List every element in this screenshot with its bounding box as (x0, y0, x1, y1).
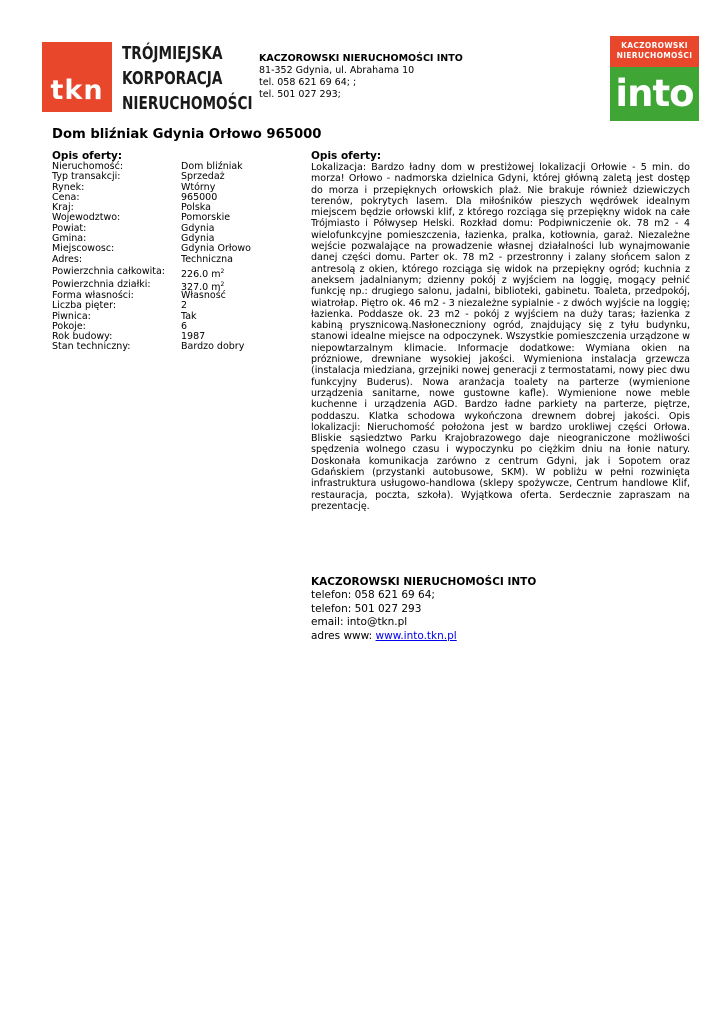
contact-block (311, 576, 536, 643)
detail-value-text: Gdynia Orłowo (181, 243, 251, 255)
detail-label: Cena: (52, 191, 80, 203)
detail-value-unit-exponent: 2 (220, 267, 225, 275)
detail-value-text: 327.0 m (181, 281, 221, 293)
detail-label: Powierzchnia działki: (52, 278, 151, 290)
tkn-logo-line-2: KORPORACJA (122, 69, 223, 89)
detail-label: Forma własności: (52, 289, 134, 301)
details-panel (52, 151, 292, 353)
description-panel (311, 151, 690, 512)
detail-value-text: 965000 (181, 191, 218, 203)
details-list (52, 162, 292, 353)
detail-label: Liczba pięter: (52, 300, 117, 312)
tkn-logo-box (42, 42, 112, 112)
detail-label: Adres: (52, 253, 83, 265)
tkn-logo-line-1: TRÓJMIEJSKA (122, 44, 223, 64)
into-logo-top-line-1: KACZOROWSKI (621, 41, 688, 50)
agency-address: 81-352 Gdynia, ul. Abrahama 10 (259, 65, 415, 76)
detail-value-text: Sprzedaż (181, 171, 225, 183)
detail-row (52, 244, 292, 254)
detail-row (52, 312, 292, 322)
contact-email: email: into@tkn.pl (311, 616, 408, 629)
detail-value-text: Polska (181, 202, 211, 214)
detail-value (181, 342, 244, 352)
detail-label: Kraj: (52, 202, 74, 214)
detail-label: Miejscowosc: (52, 243, 115, 255)
detail-value-text: 6 (181, 320, 188, 332)
detail-value-text: Wtórny (181, 181, 216, 193)
detail-row (52, 255, 292, 265)
detail-label: Powiat: (52, 222, 87, 234)
tkn-logo-line-3: NIERUCHOMOŚCI (122, 94, 253, 114)
detail-row (52, 265, 292, 278)
into-logo (610, 36, 699, 121)
detail-label: Rok budowy: (52, 331, 113, 343)
detail-value-text: 226.0 m (181, 268, 221, 280)
listing-title: Dom bliźniak Gdynia Orłowo 965000 (52, 127, 322, 142)
into-logo-brand: into (610, 67, 699, 121)
detail-label: Typ transakcji: (52, 171, 121, 183)
details-heading: Opis oferty: (52, 150, 123, 162)
detail-row (52, 342, 292, 352)
contact-www (311, 630, 536, 643)
detail-label: Stan techniczny: (52, 341, 131, 353)
contact-name: KACZOROWSKI NIERUCHOMOŚCI INTO (311, 576, 537, 588)
detail-label: Powierzchnia całkowita: (52, 265, 165, 277)
detail-label: Rynek: (52, 181, 85, 193)
contact-www-link[interactable]: www.into.tkn.pl (375, 629, 457, 642)
description-heading: Opis oferty: (311, 150, 382, 162)
detail-row (52, 172, 292, 182)
agency-header (259, 53, 463, 101)
detail-label: Piwnica: (52, 310, 91, 322)
detail-label: Gmina: (52, 233, 87, 245)
detail-row (52, 224, 292, 234)
detail-value (181, 255, 233, 265)
agency-phone-2: tel. 501 027 293; (259, 89, 341, 100)
detail-label: Wojewodztwo: (52, 212, 121, 224)
tkn-logo-wordmark (122, 42, 253, 117)
detail-value-text: Tak (181, 310, 197, 322)
detail-value-text: Techniczna (181, 253, 233, 265)
detail-value-text: Pomorskie (181, 212, 231, 224)
detail-value-text: 2 (181, 300, 188, 312)
detail-value (181, 291, 226, 301)
detail-value-text: Bardzo dobry (181, 341, 245, 353)
detail-label: Pokoje: (52, 320, 86, 332)
tkn-logo-box-text: tkn (50, 75, 104, 106)
detail-row (52, 213, 292, 223)
detail-value-text: 1987 (181, 331, 206, 343)
detail-value-text: Gdynia (181, 222, 215, 234)
tkn-logo (42, 42, 253, 117)
detail-label: Nieruchomość: (52, 161, 124, 172)
contact-www-label: adres www: (311, 629, 376, 642)
detail-value-text: Gdynia (181, 233, 215, 245)
detail-value-text: Własność (181, 289, 226, 301)
into-logo-top-line-2: NIERUCHOMOŚCI (616, 51, 693, 60)
contact-phone-1: telefon: 058 621 69 64; (311, 589, 435, 602)
agency-name: KACZOROWSKI NIERUCHOMOŚCI INTO (259, 53, 463, 64)
detail-value-text: Dom bliźniak (181, 161, 243, 172)
contact-phone-2: telefon: 501 027 293 (311, 602, 422, 615)
detail-row (52, 183, 292, 193)
detail-value-unit-exponent: 2 (220, 280, 225, 288)
description-text: Lokalizacja: Bardzo ładny dom w prestiżowej lokalizacji Orłowie - 5 min. do morza! Orłowo - nadmorska dzielnica Gdyni, której główną zaletą jest dostęp do morza i przepięknych orłowskich plaż. Nie brakuje również dziewiczych terenów, pokrytych lasem. Dla miłośników pieszych wędrówek idealnym miejscem będzie orłowski klif, z którego rozciąga się przepiękny widok na całe Trójmiasto i Półwysep Helski. Rozkład domu: Podpiwniczenie ok. 78 m2 - 4 wielofunkcyjne pomieszczenia, łazienka, pralka, kotłownia, garaż. Niezależne wejście pozwalające na prowadzenie własnej działalności lub wynajmowanie danej części domu. Parter ok. 78 m2 - przestronny i zalany słońcem salon z antresolą z okien, którego rozciąga się widok na przepiękny ogród; kuchnia z aneksem jadalnianym; dzienny pokój z wyjściem na loggię, mogący pełnić funkcję np.: drugiego salonu, jadalni, biblioteki, gabinetu. Toaleta, przedpokój, wiatrołap. Piętro ok. 46 m2 - 3 niezależne sypialnie - z dwóch wyjście na loggię; łazienka. Poddasze ok. 23 m2 - pokój z wyjściem na duży taras; łazienka z kabiną prysznicową.Nasłoneczniony ogród, znajdujący się z tyłu budynku, stanowi idealne miejsce na odpoczynek. Wszystkie pomieszczenia urządzone w niepowtarzalnym klimacie. Informacje dodatkowe: Wymiana okien na prózniowe, drewniane wysokiej jakości. Wymieniona instalacja grzewcza (instalacja miedziana, grzejniki nowej generacji z termostatami, nowy piec dwu funkcyjny Buderus). Nowa aranżacja toalety na parterze (wymienione urządzenia sanitarne, nowe gustowne kafle). Wymienione nowe meble kuchenne i urządzenia AGD. Bardzo ładne parkiety na parterze, piętrze, poddaszu. Klatka schodowa wykończona drewnem dobrej jakości. Opis lokalizacji: Nieruchomość położona jest w bardzo urokliwej części Orłowa. Bliskie sąsiedztwo Parku Krajobrazowego daje nieograniczone możliwości spędzenia wolnego czasu i wypoczynku po ciężkim dniu na łonie natury. Doskonała komunikacja zarówno z centrum Gdyni, jak i Sopotem oraz Gdańskiem (przystanki autobusowe, SKM). W pobliżu w pełni rozwinięta infrastruktura usługowo-handlowa (sklepy spożywcze, Centrum handlowe Klif, restauracja, poczta, szkoła). Wyjątkowa oferta. Serdecznie zapraszam na prezentację. (311, 162, 690, 512)
into-logo-top (610, 36, 699, 67)
agency-phone-1: tel. 058 621 69 64; ; (259, 77, 357, 88)
detail-row (52, 193, 292, 203)
